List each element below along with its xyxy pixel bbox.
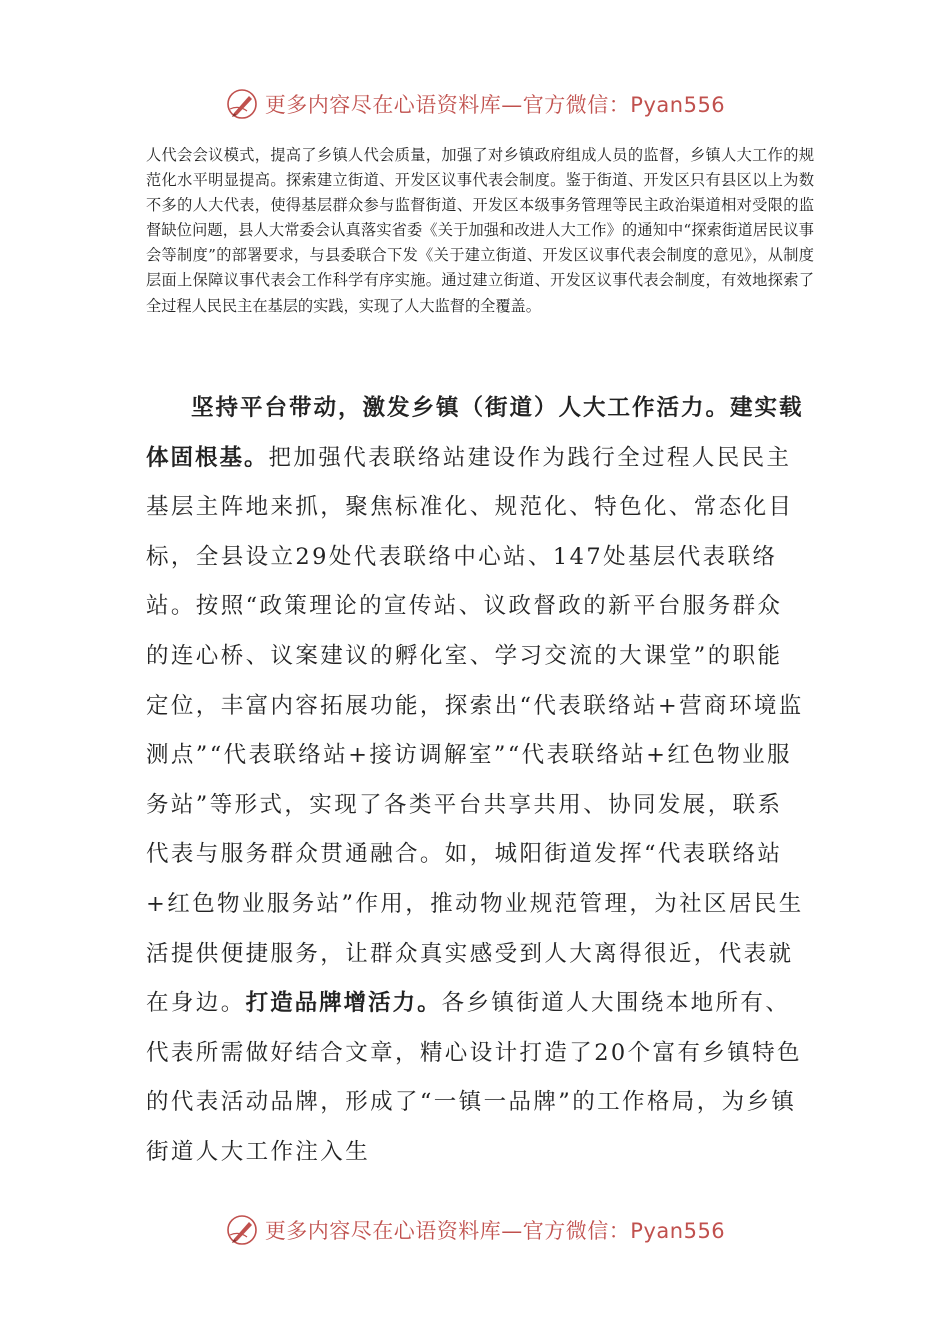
subsection-heading: 打造品牌增活力。 [245,990,442,1017]
footer-banner [0,1210,950,1250]
intro-text-block [146,143,814,319]
section-heading: 坚持平台带动，激发乡镇（街道）人大工作活力。建实载体固根基。 [146,395,804,471]
intro-paragraph: 人代会会议模式，提高了乡镇人代会质量，加强了对乡镇政府组成人员的监督，乡镇人大工作的规范化水平明显提高。探索建立街道、开发区议事代表会制度。鉴于街道、开发区只有县区以上为数不多的人大代表，使得基层群众参与监督街道、开发区本级事务管理等民主政治渠道相对受限的监督缺位问题，县人大常委会认真落实省委《关于加强和改进人大工作》的通知中“探索街道居民议事会等制度”的部署要求，与县委联合下发《关于建立街道、开发区议事代表会制度的意见》，从制度层面上保障议事代表会工作科学有序实施。通过建立街道、开发区议事代表会制度，有效地探索了全过程人民民主在基层的实践，实现了人大监督的全覆盖。 [146,146,814,315]
main-text-block [146,384,806,1178]
header-banner [0,84,950,124]
banner-text: 更多内容尽在心语资料库—官方微信：Pyan556 [264,93,726,117]
banner-text: 更多内容尽在心语资料库—官方微信：Pyan556 [264,1219,726,1243]
paragraph-text: 把加强代表联络站建设作为践行全过程人民民主基层主阵地来抓，聚焦标准化、规范化、特色化、常态化目标，全县设立29处代表联络中心站、147处基层代表联络站。按照“政策理论的宣传站、议政督政的新平台服务群众的连心桥、议案建议的孵化室、学习交流的大课堂”的职能定位，丰富内容拓展功能，探索出“代表联络站+营商环境监测点”“代表联络站+接访调解室”“代表联络站+红色物业服务站”等形式，实现了各类平台共享共用、协同发展，联系代表与服务群众贯通融合。如，城阳街道发挥“代表联络站+红色物业服务站”作用，推动物业规范管理，为社区居民生活提供便捷服务，让群众真实感受到人大离得很近，代表就在身边。 [146,444,804,1017]
main-paragraph [146,384,806,1178]
pen-logo-icon [225,1213,259,1247]
pen-logo-icon [225,87,259,121]
paragraph-text-continued: 各乡镇街道人大围绕本地所有、代表所需做好结合文章，精心设计打造了20个富有乡镇特色的代表活动品牌，形成了“一镇一品牌”的工作格局，为乡镇街道人大工作注入生 [146,990,802,1165]
